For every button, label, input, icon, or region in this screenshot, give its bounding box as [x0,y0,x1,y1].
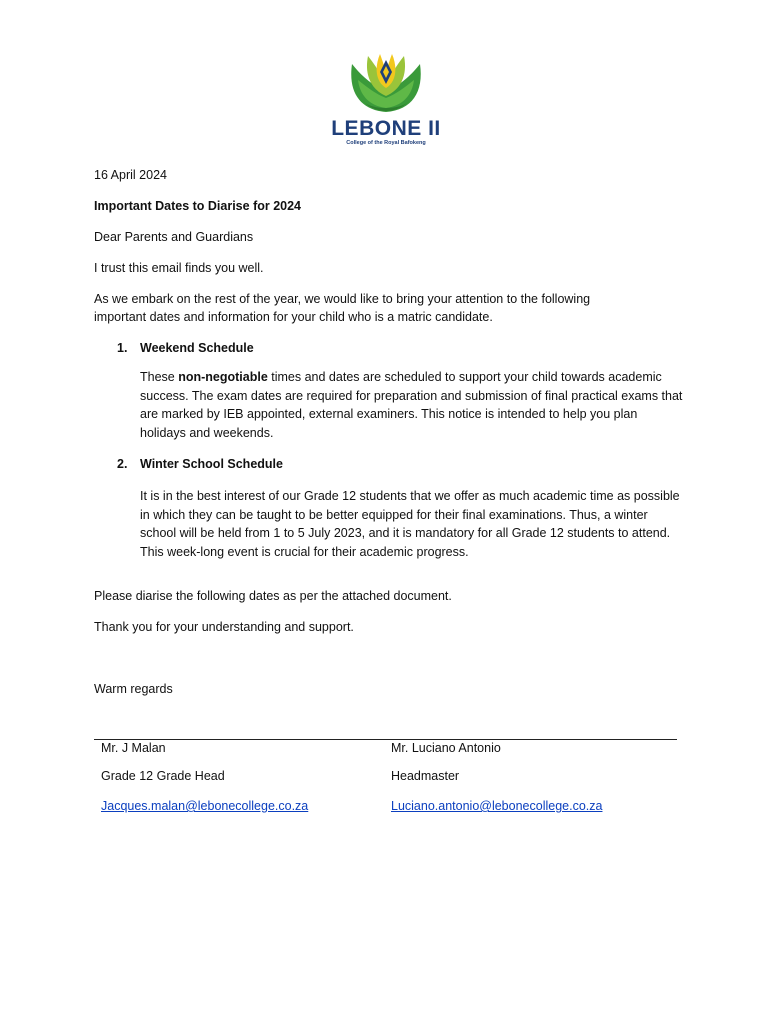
section-2-number: 2. [117,457,128,471]
logo-subtitle: College of the Royal Bafokeng [346,140,426,146]
signatory-1-role: Grade 12 Grade Head [101,769,225,783]
section-1-number: 1. [117,341,128,355]
section-1-text-before: These [140,370,179,384]
signatory-2-role: Headmaster [391,769,460,783]
letter-date: 16 April 2024 [94,168,167,182]
section-1-text [140,368,685,442]
section-1-title: Weekend Schedule [140,341,254,355]
letter-heading: Important Dates to Diarise for 2024 [94,199,302,213]
lebone-crest-icon [330,40,442,118]
signatory-2-email-link[interactable]: Luciano.antonio@lebonecollege.co.za [391,799,603,813]
section-2-title: Winter School Schedule [140,457,283,471]
signature-divider [94,739,677,740]
opening-line: I trust this email finds you well. [94,261,264,275]
greeting: Dear Parents and Guardians [94,230,254,244]
section-1-text-bold: non-negotiable [178,370,268,384]
signatory-1-name: Mr. J Malan [101,741,166,755]
logo-name: LEBONE II [331,117,441,140]
signatory-2-name: Mr. Luciano Antonio [391,741,501,755]
signatory-1-email-link[interactable]: Jacques.malan@lebonecollege.co.za [101,799,309,813]
thanks-line: Thank you for your understanding and support. [94,620,354,634]
intro-paragraph: As we embark on the rest of the year, we would like to bring your attention to the following important dates and information for your child who is a matric candidate. [94,292,591,324]
closing-line: Warm regards [94,682,173,696]
school-logo [330,40,442,150]
section-2-text: It is in the best interest of our Grade 12 students that we offer as much academic time as possible in which they can be taught to be better equipped for their final examinations. Thus, a winter school will be held from 1 to 5 July 2023, and it is mandatory for all Grade 12 students to attend. This week-long event is crucial for their academic progress. [140,489,680,559]
diarise-line: Please diarise the following dates as per the attached document. [94,589,452,603]
section-1-text-after: times and dates are scheduled to support your child towards academic success. The exam dates are required for preparation and submission of final practical exams that are marked by IEB appointed, external examiners. This notice is intended to help you plan holidays and weekends. [140,370,683,440]
